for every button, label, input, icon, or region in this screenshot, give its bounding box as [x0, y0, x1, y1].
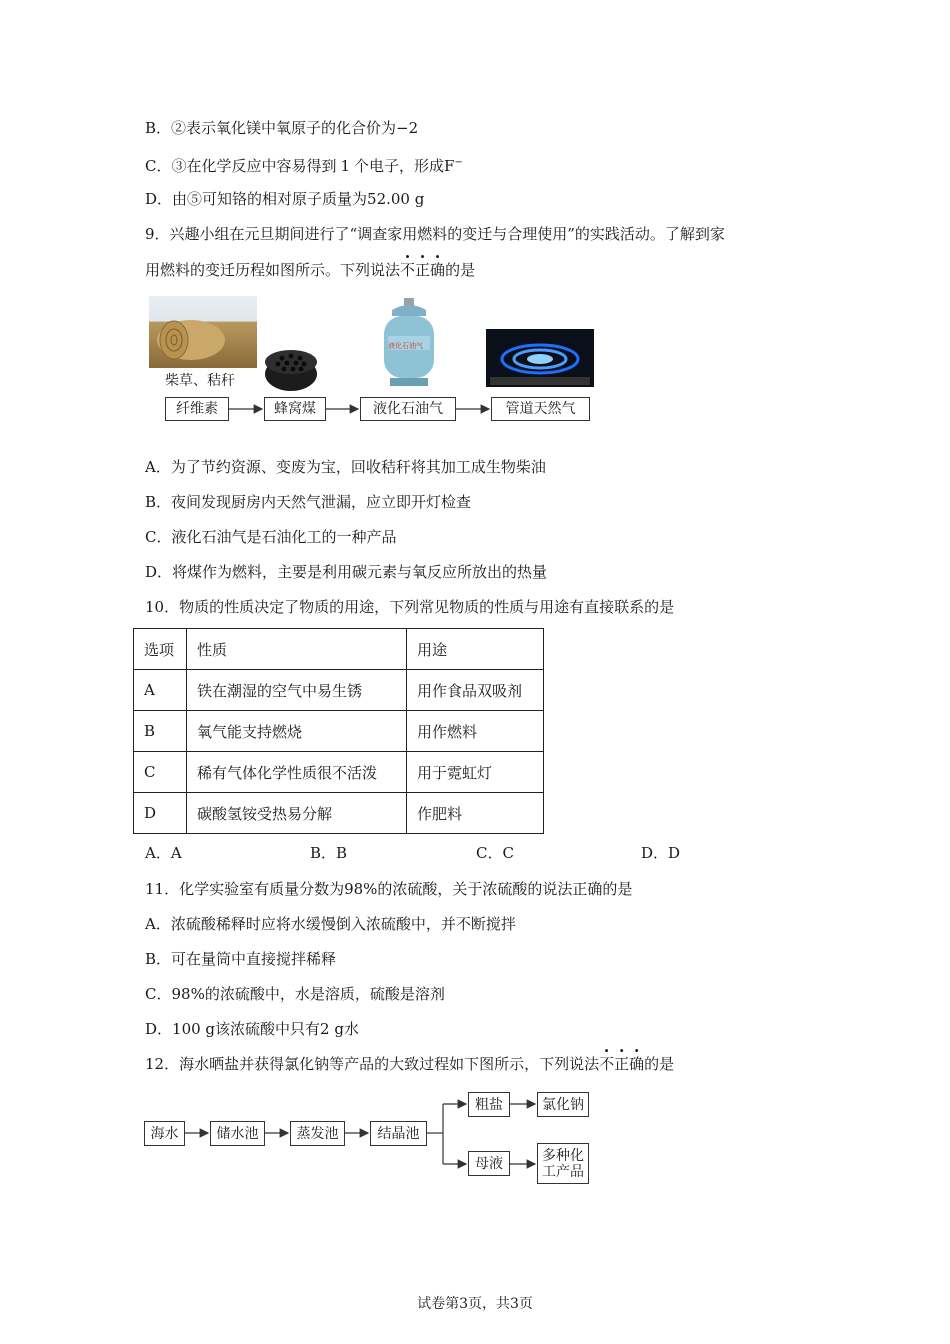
q8-option-c-number: 1	[340, 157, 351, 175]
straw-caption: 柴草、秸秆	[165, 373, 235, 389]
flow-box-honeycomb-coal: 蜂窝煤	[264, 397, 326, 421]
q8-option-b-value: −2	[396, 119, 419, 137]
flow-box-chemical-products: 多种化工产品	[537, 1143, 589, 1184]
q9-stem-text: 用燃料的变迁历程如图所示。下列说法	[145, 261, 401, 279]
table-row	[134, 670, 544, 711]
table-header-cell: 性质	[187, 629, 407, 670]
emphasis-char: 不	[400, 261, 416, 279]
q11-option-d: D．100 g该浓硫酸中只有2 g水	[145, 1020, 359, 1038]
flow-box-crude-salt: 粗盐	[468, 1092, 510, 1117]
table-header-row	[134, 629, 544, 670]
q9-option-d: D．将煤作为燃料，主要是利用碳元素与氧反应所放出的热量	[145, 563, 548, 581]
q9-option-b: B．夜间发现厨房内天然气泄漏，应立即开灯检查	[145, 493, 472, 511]
flow-box-mother-liquor: 母液	[468, 1151, 510, 1176]
table-header-cell: 选项	[134, 629, 187, 670]
lpg-tank-label: 液化石油气	[388, 342, 423, 350]
q10-table	[133, 628, 544, 834]
flow-box-natural-gas: 管道天然气	[491, 397, 590, 421]
q10-answer-d: D．D	[641, 844, 681, 862]
table-cell: A	[134, 670, 187, 711]
q10-answer-a: A．A	[145, 844, 182, 862]
page-footer: 试卷第3页，共3页	[417, 1296, 533, 1312]
q11-option-c: C．98%的浓硫酸中，水是溶质，硫酸是溶剂	[145, 985, 445, 1003]
table-header-cell: 用途	[407, 629, 544, 670]
salt-flow-arrows	[0, 1080, 950, 1190]
flow-box-cellulose: 纤维素	[165, 397, 229, 421]
table-cell: 用于霓虹灯	[407, 752, 544, 793]
q12-stem-text: 12．海水晒盐并获得氯化钠等产品的大致过程如下图所示，下列说法	[145, 1055, 600, 1073]
flow-box-evaporation-pool: 蒸发池	[290, 1121, 345, 1146]
flow-box-lpg: 液化石油气	[360, 397, 456, 421]
table-cell: 铁在潮湿的空气中易生锈	[187, 670, 407, 711]
table-row	[134, 711, 544, 752]
table-cell: 用作食品双吸剂	[407, 670, 544, 711]
table-row	[134, 793, 544, 834]
flow-box-storage-pool: 储水池	[210, 1121, 265, 1146]
q9-option-a: A．为了节约资源、变废为宝，回收秸秆将其加工成生物柴油	[145, 458, 546, 476]
emphasis-char: 正	[415, 261, 431, 279]
q9-stem-line1: 9．兴趣小组在元旦期间进行了“调查家用燃料的变迁与合理使用”的实践活动。了解到家	[145, 225, 725, 243]
table-row	[134, 752, 544, 793]
q11-option-b: B．可在量筒中直接搅拌稀释	[145, 950, 337, 968]
q8-option-b-text: B．②表示氧化镁中氧原子的化合价为	[145, 119, 397, 137]
emphasis-char: 确	[430, 261, 446, 279]
flow-box-sodium-chloride: 氯化钠	[537, 1092, 589, 1117]
flow-box-crystallization-pool: 结晶池	[370, 1121, 427, 1146]
table-cell: D	[134, 793, 187, 834]
emphasis-char: 正	[614, 1055, 630, 1073]
q8-option-c-text: C．③在化学反应中容易得到	[145, 157, 337, 175]
q8-option-c-charge: −	[454, 157, 463, 168]
q10-answer-b: B．B	[310, 844, 348, 862]
q8-option-c-ion: F	[444, 157, 455, 175]
flow-box-seawater: 海水	[144, 1121, 185, 1146]
table-cell: 作肥料	[407, 793, 544, 834]
q10-stem: 10．物质的性质决定了物质的用途，下列常见物质的性质与用途有直接联系的是	[145, 598, 675, 616]
q8-option-d: D．由⑤可知铬的相对原子质量为52.00 g	[145, 190, 425, 208]
q10-answer-c: C．C	[476, 844, 514, 862]
emphasis-char: 确	[629, 1055, 645, 1073]
fuel-flow-arrows	[0, 0, 950, 430]
emphasis-char: 不	[599, 1055, 615, 1073]
q9-option-c: C．液化石油气是石油化工的一种产品	[145, 528, 397, 546]
table-cell: 用作燃料	[407, 711, 544, 752]
q12-stem	[145, 1054, 674, 1074]
table-cell: 氧气能支持燃烧	[187, 711, 407, 752]
q11-stem: 11．化学实验室有质量分数为98%的浓硫酸，关于浓硫酸的说法正确的是	[145, 880, 633, 898]
table-cell: C	[134, 752, 187, 793]
q12-stem-end: 的是	[644, 1055, 675, 1073]
table-cell: 碳酸氢铵受热易分解	[187, 793, 407, 834]
q8-option-c-mid: 个电子，形成	[354, 157, 445, 175]
table-cell: B	[134, 711, 187, 752]
table-cell: 稀有气体化学性质很不活泼	[187, 752, 407, 793]
q11-option-a: A．浓硫酸稀释时应将水缓慢倒入浓硫酸中，并不断搅拌	[145, 915, 516, 933]
q9-stem-end: 的是	[445, 261, 476, 279]
